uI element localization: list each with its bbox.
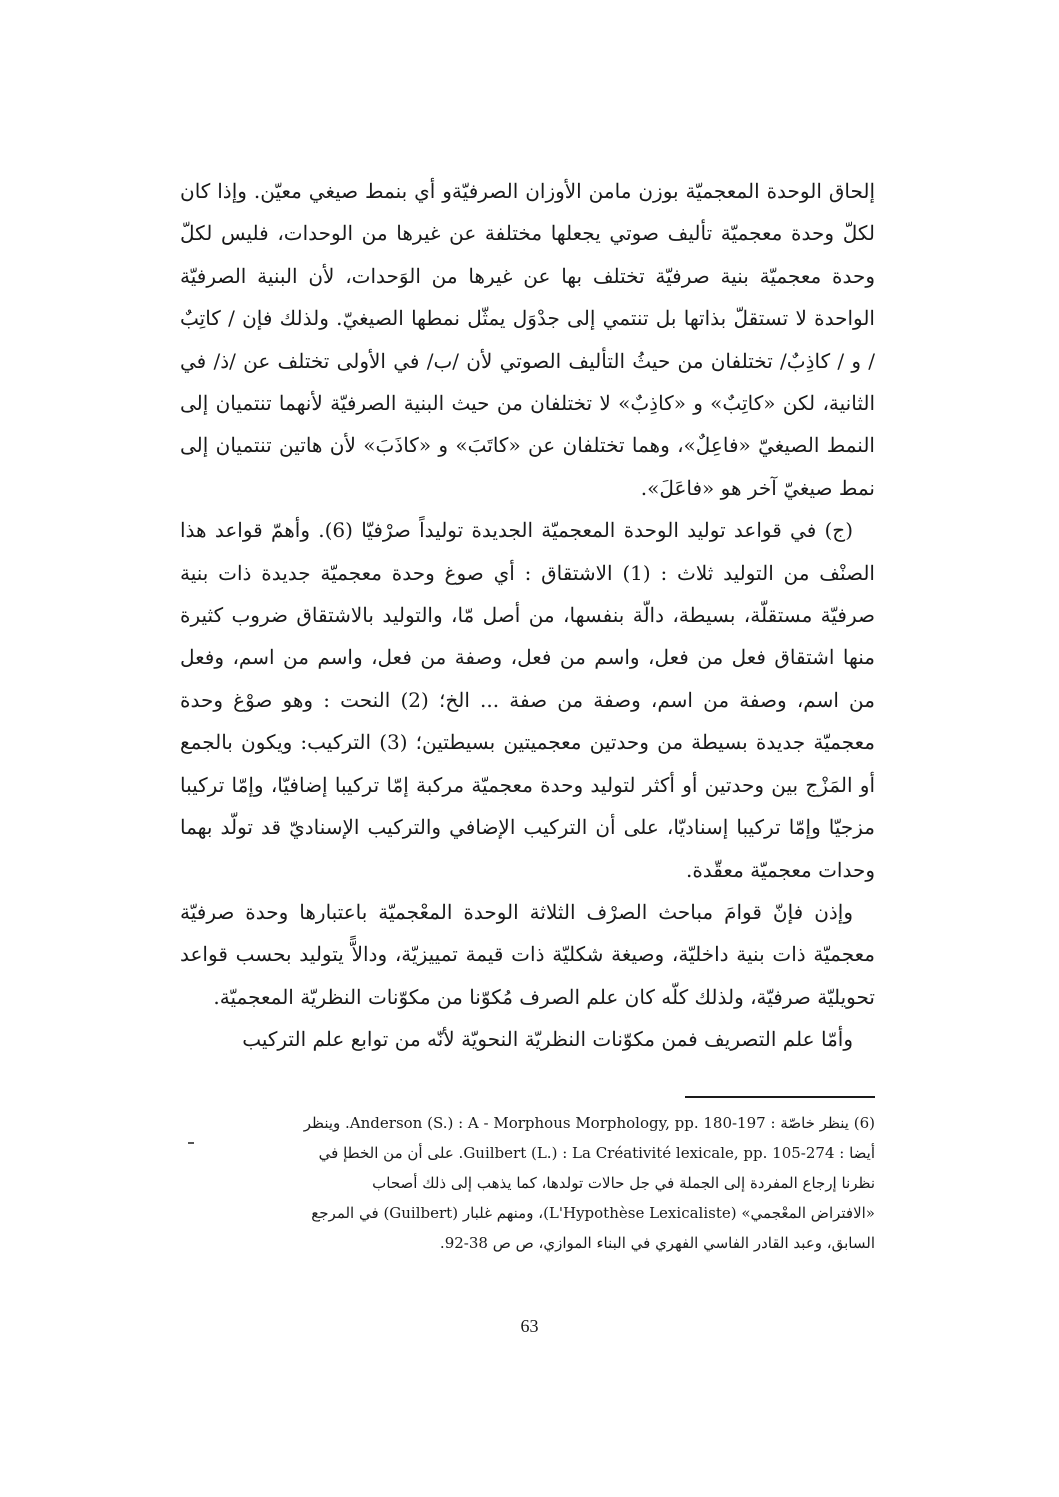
footnote-reference: Guilbert (L.) : La Créativité lexicale, pp. 105-274 — [463, 1144, 835, 1162]
footnote-divider — [685, 1096, 875, 1098]
page-body — [180, 170, 875, 1061]
page-number: 63 — [520, 1316, 539, 1336]
footnote-text: ، ومنهم غلبار — [458, 1204, 544, 1222]
footnote-reference: Anderson (S.) : A - Morphous Morphology, pp. 180-197 — [349, 1114, 766, 1132]
scan-artifact — [188, 1142, 194, 1144]
footnote-text: أيضا : — [834, 1144, 875, 1162]
footnote-text: (6) ينظر خاصّة : — [765, 1114, 875, 1132]
footnote-reference: (Guilbert) — [383, 1204, 459, 1222]
body-text — [180, 170, 875, 1061]
footnotes — [180, 1108, 875, 1258]
paragraph-4: وأمّا علم التصريف فمن مكوّنات النظريّة النحويّة لأنّه من توابع علم التركيب — [242, 1027, 853, 1052]
footnote-text: . على أن من الخطإ في — [318, 1144, 464, 1162]
paragraph-2: (ج) في قواعد توليد الوحدة المعجميّة الجديدة توليداً صرْفيّا (6). وأهمّ قواعد هذا الصنْف من التوليد ثلاث : (1) الاشتقاق : أي صوغ وحدة معجميّة جديدة ذات بنية صرفيّة مستقلّة، بسيطة، دالّة بنفسها، من أصل مّا، والتوليد بالاشتقاق ضروب كثيرة منها اشتقاق فعل من فعل، واسم من فعل، وصفة من فعل، واسم من اسم، وفعل من اسم، وصفة من اسم، وصفة من صفة ... الخ؛ (2) النحت : وهو صوْغ وحدة معجميّة جديدة بسيطة من وحدتين معجميتين بسيطتين؛ (3) التركيب: ويكون بالجمع أو المَزْج بين وحدتين أو أكثر لتوليد وحدة معجميّة مركبة إمّا تركيبا إضافيّا، وإمّا تركيبا مزجيّا وإمّا تركيبا إسناديّا، على أن التركيب الإضافي والتركيب الإسناديّ قد تولّد بهما وحدات معجميّة معقّدة. — [180, 518, 875, 882]
footnote-text: «الافتراض المعْجمي» — [736, 1204, 875, 1222]
footnote-line-5: السابق، وعبد القادر الفاسي الفهري في البناء الموازي، ص ص 38-92. — [439, 1234, 875, 1252]
footnote-line-2 — [180, 1138, 875, 1168]
footnote-line-3: نظرنا إرجاع المفردة إلى الجملة في جل حالات تولدها، كما يذهب إلى ذلك أصحاب — [372, 1174, 875, 1192]
footnote-text: في المرجع — [311, 1204, 384, 1222]
footnote-line-1 — [180, 1108, 875, 1138]
footnote-text: . وينظر — [303, 1114, 350, 1132]
paragraph-1: إلحاق الوحدة المعجميّة بوزن مامن الأوزان الصرفيّةو أي بنمط صيغي معيّن. وإذا كان لكلّ وحدة معجميّة تأليف صوتي يجعلها مختلفة عن غيرها من الوحدات، فليس لكلّ وحدة معجميّة بنية صرفيّة تختلف بها عن غيرها من الوَحدات، لأن البنية الصرفيّة الواحدة لا تستقلّ بذاتها بل تنتمي إلى جدْوَل يمثّل نمطها الصيغيّ. ولذلك فإن / كاتِبٌ / و / كاذِبٌ/ تختلفان من حيثُ التأليف الصوتي لأن /ب/ في الأولى تختلف عن /ذ/ في الثانية، لكن «كاتِبٌ» و «كاذِبٌ» لا تختلفان من حيث البنية الصرفيّة لأنهما تنتميان إلى النمط الصيغيّ «فاعِلٌ»، وهما تختلفان عن «كاتَبَ» و «كاذَبَ» لأن هاتين تنتميان إلى نمط صيغيّ آخر هو «فاعَلَ». — [180, 179, 875, 500]
paragraph-3: وإذن فإنّ قوامَ مباحث الصرْف الثلاثة الوحدة المعْجميّة باعتبارها وحدة صرفيّة معجميّة ذات بنية داخليّة، وصيغة شكليّة ذات قيمة تمييزيّة، ودالاًّ يتوليد بحسب قواعد تحويليّة صرفيّة، ولذلك كلّه كان علم الصرف مُكوّنا من مكوّنات النظريّة المعجميّة. — [180, 899, 875, 1009]
footnote-reference: (L'Hypothèse Lexicaliste) — [543, 1204, 737, 1222]
footnote-line-4 — [180, 1198, 875, 1228]
